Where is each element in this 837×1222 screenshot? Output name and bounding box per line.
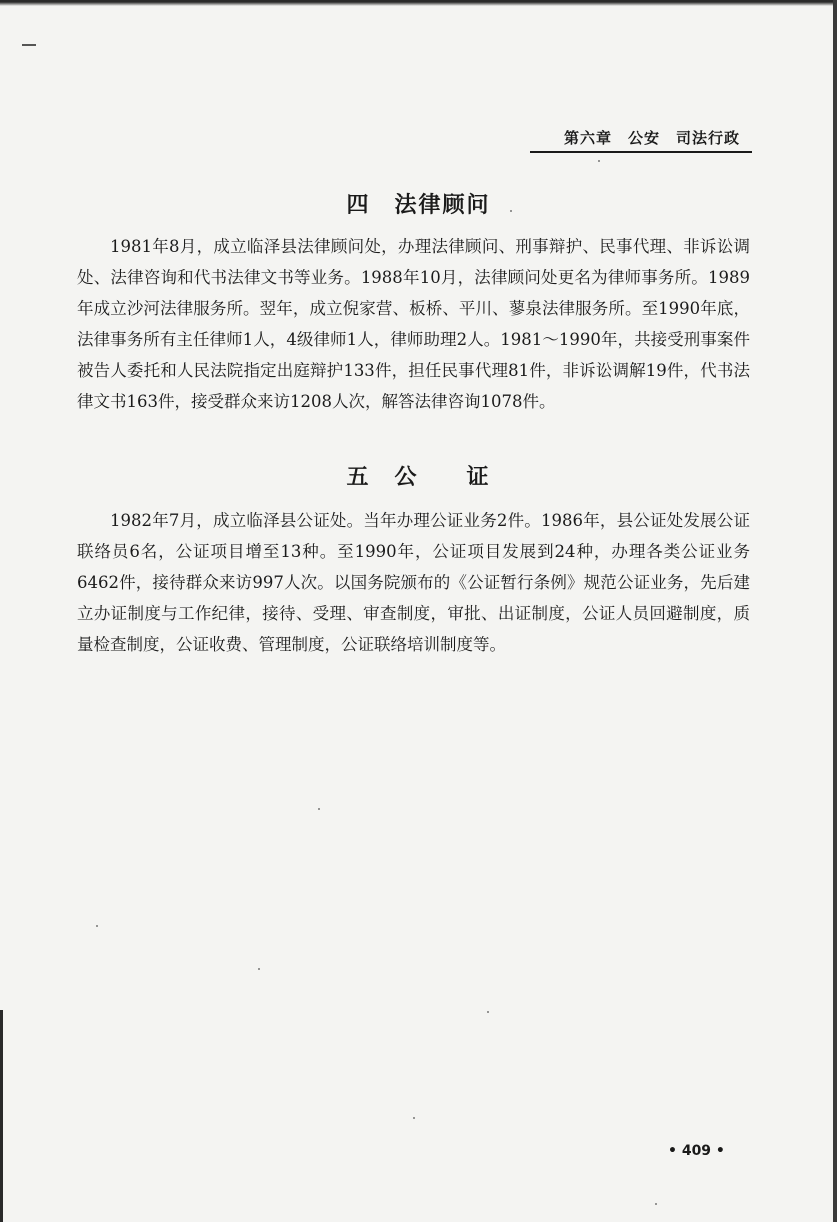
page-number: • 409 • <box>668 1143 725 1159</box>
scan-right-edge <box>833 0 837 1222</box>
scan-margin-mark <box>22 44 36 46</box>
scan-speck <box>510 210 512 212</box>
scan-speck <box>598 160 600 162</box>
scan-speck <box>318 808 320 810</box>
section-body-legal-counsel: 1981年8月，成立临泽县法律顾问处，办理法律顾问、刑事辩护、民事代理、非诉讼调处、法律咨询和代书法律文书等业务。1988年10月，法律顾问处更名为律师事务所。1989年成立沙河法律服务所。翌年，成立倪家营、板桥、平川、蓼泉法律服务所。至1990年底，法律事务所有主任律师1人，4级律师1人，律师助理2人。1981～1990年，共接受刑事案件被告人委托和人民法院指定出庭辩护133件，担任民事代理81件，非诉讼调解19件，代书法律文书163件，接受群众来访1208人次，解答法律咨询1078件。 <box>77 237 750 411</box>
scan-speck <box>96 925 98 927</box>
section-title-notarization: 五 公 证 <box>346 464 491 490</box>
scan-speck <box>487 1011 489 1013</box>
running-head: 第六章 公安 司法行政 <box>530 127 752 153</box>
scan-top-edge <box>0 0 837 6</box>
scan-speck <box>413 1117 415 1119</box>
section-body-notarization: 1982年7月，成立临泽县公证处。当年办理公证业务2件。1986年，县公证处发展公证联络员6名，公证项目增至13种。至1990年，公证项目发展到24种，办理各类公证业务6462件，接待群众来访997人次。以国务院颁布的《公证暂行条例》规范公证业务，先后建立办证制度与工作纪律，接待、受理、审查制度，审批、出证制度，公证人员回避制度，质量检查制度，公证收费、管理制度，公证联络培训制度等。 <box>77 511 750 654</box>
section-title-legal-counsel: 四 法律顾问 <box>346 192 491 218</box>
scan-spine-shadow <box>0 1010 3 1222</box>
scan-speck <box>258 968 260 970</box>
scan-speck <box>655 1203 657 1205</box>
